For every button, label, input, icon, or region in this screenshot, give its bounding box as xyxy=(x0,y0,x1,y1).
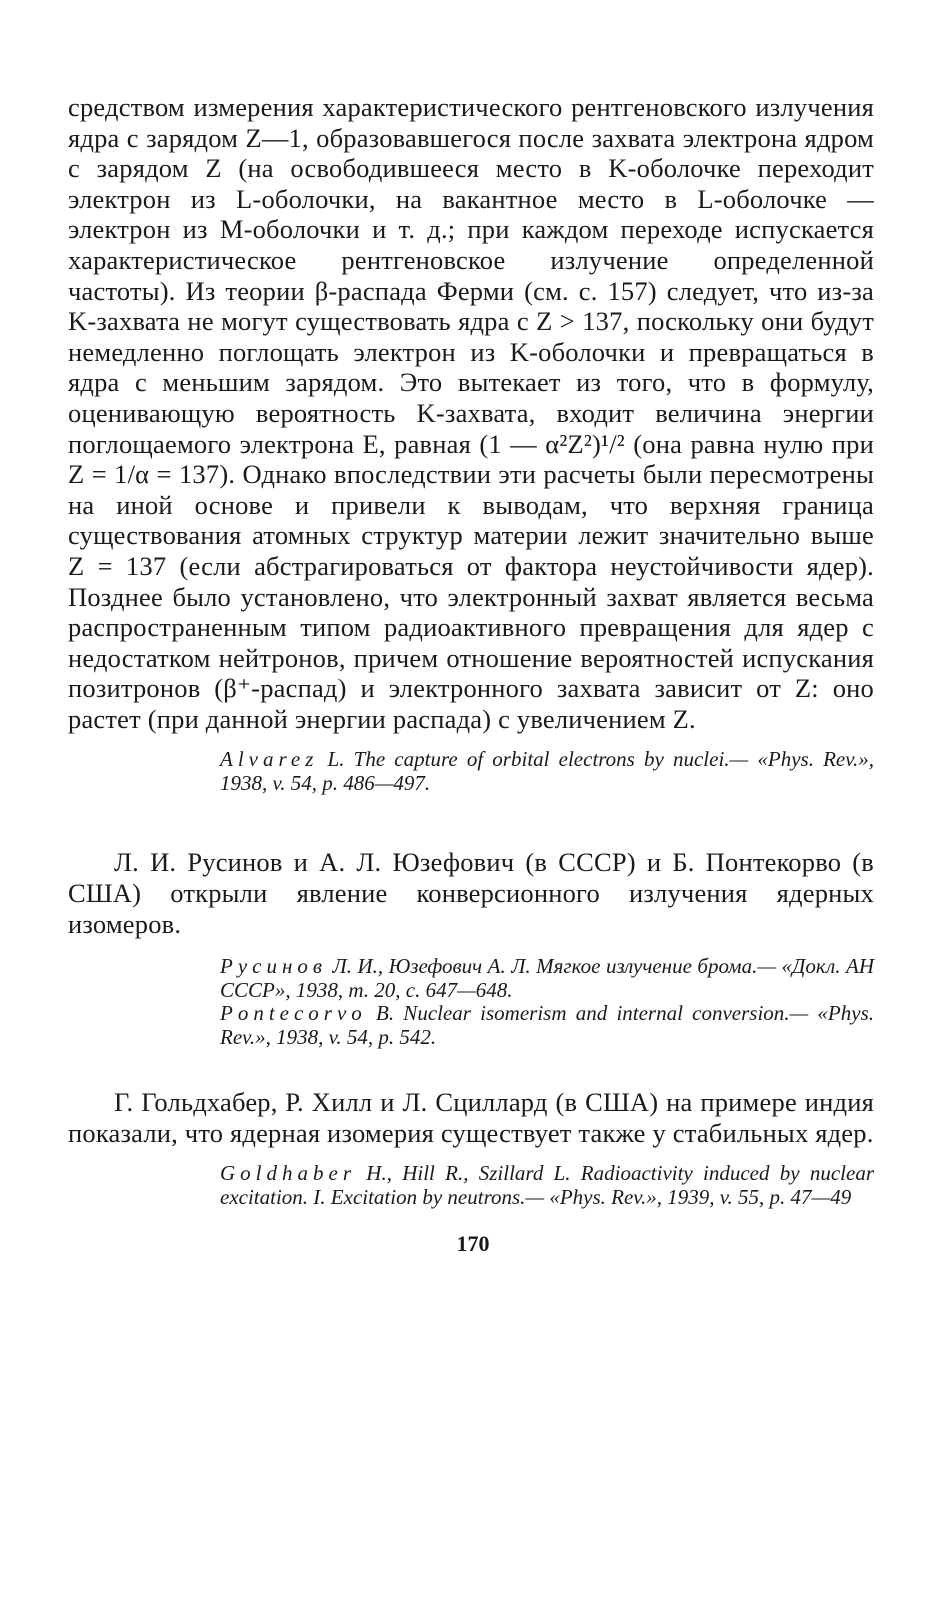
entry3-reference-text: H., Hill R., Szillard L. Radioactivity induced by nuclear excitation. I. Excitation by neutrons.— «Phys. Rev.», 1939, v. 55, p. 47—49 xyxy=(220,1161,875,1209)
entry2-reference-2-author: Pontecorvo xyxy=(220,1001,367,1026)
entry2-reference-1 xyxy=(220,955,874,1002)
entry1-reference-author: Alvarez xyxy=(220,747,319,772)
entry3-reference-author: Goldhaber xyxy=(220,1161,356,1186)
entry2-reference-2 xyxy=(220,1002,874,1049)
entry1-paragraph: средством измерения характеристического рентгеновского излучения ядра с зарядом Z—1, образовавшегося после захвата электрона ядром с зарядом Z (на освободившееся место в K-оболочке переходит электрон из L-оболочки, на вакантное место в L-оболочке — электрон из M-оболочки и т. д.; при каждом переходе испускается характеристическое рентгеновское излучение определенной частоты). Из теории β-распада Ферми (см. с. 157) следует, что из-за K-захвата не могут существовать ядра с Z > 137, поскольку они будут немедленно поглощать электрон из K-оболочки и превращаться в ядра с меньшим зарядом. Это вытекает из того, что в формулу, оценивающую вероятность K-захвата, входит величина энергии поглощаемого электрона E, равная (1 — α²Z²)¹/² (она равна нулю при Z = 1/α = 137). Однако впоследствии эти расчеты были пересмотрены на иной основе и привели к выводам, что верхняя граница существования атомных структур материи лежит значительно выше Z = 137 (если абстрагироваться от фактора неустойчивости ядер). Позднее было установлено, что электронный захват является весьма распространенным типом радиоактивного превращения для ядер с недостатком нейтронов, причем отношение вероятностей испускания позитронов (β⁺-распад) и электронного захвата зависит от Z: оно растет (при данной энергии распада) с увеличением Z. xyxy=(68,92,874,734)
entry2-reference-1-text: Л. И., Юзефович А. Л. Мягкое излучение брома.— «Докл. АН СССР», 1938, т. 20, с. 647—648. xyxy=(220,954,875,1002)
entry1-reference-text: L. The capture of orbital electrons by nuclei.— «Phys. Rev.», 1938, v. 54, p. 486—497. xyxy=(220,747,875,795)
entry2-paragraph: Л. И. Русинов и А. Л. Юзефович (в СССР) и Б. Понтекорво (в США) открыли явление конверсионного излучения ядерных изомеров. xyxy=(68,847,874,939)
page-body xyxy=(68,92,874,1257)
entry3-paragraph: Г. Гольдхабер, Р. Хилл и Л. Сциллард (в США) на примере индия показали, что ядерная изомерия существует также у стабильных ядер. xyxy=(68,1087,874,1148)
entry2-reference-1-author: Русинов xyxy=(220,954,328,979)
page-number: 170 xyxy=(456,1231,490,1257)
entry3-reference xyxy=(220,1162,874,1209)
entry2-reference-2-text: B. Nuclear isomerism and internal conversion.— «Phys. Rev.», 1938, v. 54, p. 542. xyxy=(220,1001,875,1049)
entry1-reference xyxy=(220,748,874,795)
